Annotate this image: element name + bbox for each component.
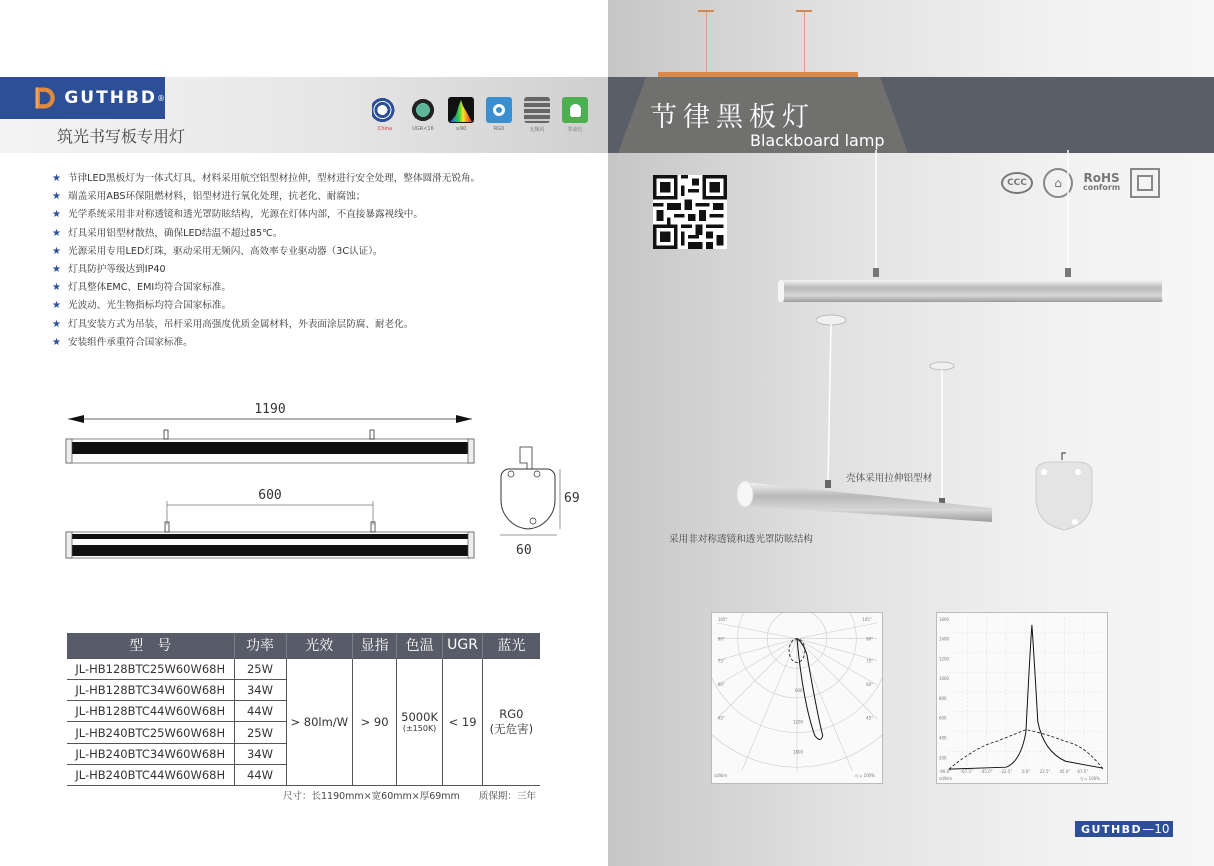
header-model: 型 号 xyxy=(67,633,234,658)
svg-text:22.5°: 22.5° xyxy=(1039,769,1051,775)
table-row: JL-HB128BTC44W60W68H 44W xyxy=(67,701,540,722)
svg-text:800: 800 xyxy=(938,695,947,701)
header-efficacy: 光效 xyxy=(286,633,353,658)
warranty-note: 质保期：三年 xyxy=(478,791,536,802)
gs1-icon xyxy=(372,97,398,123)
page-subtitle: 筑光书写板专用灯 xyxy=(57,127,186,146)
svg-text:67.5°: 67.5° xyxy=(1077,769,1089,775)
svg-text:90°: 90° xyxy=(866,636,874,642)
star-icon: ★ xyxy=(52,300,61,312)
feature-cri: ≥90 xyxy=(446,97,476,133)
svg-text:1000: 1000 xyxy=(938,676,950,682)
star-icon: ★ xyxy=(52,245,61,257)
table-header-row xyxy=(67,633,540,658)
list-item: ★ 灯具整体EMC、EMI均符合国家标准。 xyxy=(52,279,480,297)
blue-light-cell: RG0 (无危害) xyxy=(483,658,540,786)
cri-cell: > 90 xyxy=(353,658,397,786)
table-row: JL-HB240BTC25W60W68H 25W xyxy=(67,722,540,743)
polar-chart-svg xyxy=(712,613,882,783)
header-blue-light: 蓝光 xyxy=(483,633,540,658)
svg-text:η = 100%: η = 100% xyxy=(1080,776,1100,782)
rohs-icon: RoHS conform xyxy=(1083,171,1121,192)
svg-text:60°: 60° xyxy=(717,682,725,688)
brand-logo xyxy=(0,77,165,119)
efficacy-cell: > 80lm/W xyxy=(286,658,353,786)
svg-text:-22.5°: -22.5° xyxy=(1000,769,1013,775)
lamp-canopy xyxy=(698,10,714,12)
header-cct: 色温 xyxy=(397,633,443,658)
polar-light-distribution-chart xyxy=(711,612,883,784)
svg-text:1200: 1200 xyxy=(793,719,804,725)
list-item: ★ 光波动、光生物指标均符合国家标准。 xyxy=(52,297,480,315)
svg-text:1600: 1600 xyxy=(938,616,950,622)
list-item: ★ 光源采用专用LED灯珠，驱动采用无频闪、高效率专业驱动器（3C认证）。 xyxy=(52,243,480,261)
star-icon: ★ xyxy=(52,336,61,348)
energy-cert-icon: ⌂ xyxy=(1043,168,1073,198)
star-icon: ★ xyxy=(52,191,61,203)
list-item: ★ 光学系统采用非对称透镜和透光罩防眩结构，光源在灯体内部，不直接暴露视线中。 xyxy=(52,206,480,224)
right-page xyxy=(608,0,1214,866)
svg-text:600: 600 xyxy=(258,488,282,503)
svg-text:600: 600 xyxy=(938,715,947,721)
svg-text:105°: 105° xyxy=(862,616,872,622)
eye-protection-icon xyxy=(486,97,512,123)
svg-text:400: 400 xyxy=(938,735,947,741)
linear-chart-svg xyxy=(937,613,1107,783)
ugr-icon xyxy=(410,97,436,123)
dimension-drawing xyxy=(60,395,580,565)
feature-no-flicker: 无频闪 xyxy=(522,97,552,133)
svg-text:-67.5°: -67.5° xyxy=(960,769,973,775)
svg-text:60: 60 xyxy=(516,543,532,558)
lamp-wire xyxy=(804,10,805,72)
header-power: 功率 xyxy=(234,633,286,658)
list-item: ★ 安装组件承重符合国家标准。 xyxy=(52,334,480,352)
star-icon: ★ xyxy=(52,173,61,185)
star-icon: ★ xyxy=(52,282,61,294)
spectrum-icon xyxy=(448,97,474,123)
list-item: ★ 节律LED黑板灯为一体式灯具，材料采用航空铝型材拉伸，型材进行安全处理，整体圆滑无锐角。 xyxy=(52,170,480,188)
list-item: ★ 灯具采用铝型材散热，确保LED结温不超过85℃。 xyxy=(52,225,480,243)
housing-caption: 壳体采用拉伸铝型材 xyxy=(846,473,933,484)
lamp-canopy xyxy=(796,10,812,12)
star-icon: ★ xyxy=(52,264,61,276)
feature-list xyxy=(52,170,480,352)
feature-gs1: China xyxy=(370,97,400,133)
list-item: ★ 灯具防护等级达到IP40 xyxy=(52,261,480,279)
brand-name: GUTHBD xyxy=(64,88,157,108)
star-icon: ★ xyxy=(52,227,61,239)
svg-text:200: 200 xyxy=(938,755,947,761)
feature-ugr: UGR<16 xyxy=(408,97,438,133)
cct-cell: 5000K (±150K) xyxy=(397,658,443,786)
header-cri: 显指 xyxy=(353,633,397,658)
footer-brand: GUTHBD xyxy=(1081,822,1143,836)
svg-text:-90.0°: -90.0° xyxy=(938,769,952,775)
svg-text:-45.0°: -45.0° xyxy=(980,769,993,775)
svg-text:cd/klm: cd/klm xyxy=(938,776,953,782)
no-flicker-icon xyxy=(524,97,550,123)
svg-text:45°: 45° xyxy=(717,715,725,721)
svg-text:75°: 75° xyxy=(717,658,725,664)
ugr-cell: < 19 xyxy=(443,658,483,786)
dimension-drawing-svg xyxy=(60,395,580,565)
registered-mark: ® xyxy=(157,93,165,103)
optics-caption: 采用非对称透镜和透光罩防眩结构 xyxy=(669,534,813,545)
svg-text:60°: 60° xyxy=(866,682,874,688)
brand-mark-icon xyxy=(32,83,58,113)
spec-table xyxy=(67,633,540,786)
list-item: ★ 灯具安装方式为吊装，吊杆采用高强度优质金属材料，外表面涂层防腐、耐老化。 xyxy=(52,316,480,334)
table-row: JL-HB240BTC44W60W68H 44W xyxy=(67,764,540,785)
ccc-icon: CCC xyxy=(1001,172,1033,194)
feature-icons xyxy=(370,97,590,133)
feature-long-life: 寿命长 xyxy=(560,97,590,133)
product-title-cn: 节律黑板灯 xyxy=(650,102,815,133)
table-note xyxy=(283,788,536,802)
page-number: —10 xyxy=(1142,822,1170,836)
svg-text:1200: 1200 xyxy=(938,656,950,662)
svg-text:η = 100%: η = 100% xyxy=(855,773,875,779)
svg-text:45.0°: 45.0° xyxy=(1059,769,1071,775)
star-icon: ★ xyxy=(52,209,61,221)
star-icon: ★ xyxy=(52,318,61,330)
svg-text:600: 600 xyxy=(795,688,803,694)
table-row: JL-HB128BTC25W60W68H 25W > 80lm/W > 90 5000K (±150K) < 19 RG0 (无危害) xyxy=(67,658,540,679)
svg-text:1400: 1400 xyxy=(938,636,950,642)
svg-text:105°: 105° xyxy=(717,616,728,622)
feature-rg0: RG0 xyxy=(484,97,514,133)
svg-text:cd/klm: cd/klm xyxy=(713,773,728,779)
svg-text:45°: 45° xyxy=(866,715,874,721)
svg-text:90°: 90° xyxy=(717,636,725,642)
svg-text:1190: 1190 xyxy=(254,402,286,417)
svg-text:0.0°: 0.0° xyxy=(1022,769,1031,775)
svg-text:75°: 75° xyxy=(866,658,874,664)
bulb-icon xyxy=(562,97,588,123)
size-note: 尺寸：长1190mm×宽60mm×厚69mm xyxy=(283,791,460,802)
svg-text:1800: 1800 xyxy=(793,749,804,755)
lamp-wire xyxy=(706,10,707,72)
svg-text:69: 69 xyxy=(564,491,580,506)
header-ugr: UGR xyxy=(443,633,483,658)
product-title-en: Blackboard lamp xyxy=(750,131,885,150)
product-renders xyxy=(608,150,1214,570)
linear-light-distribution-chart xyxy=(936,612,1108,784)
table-row: JL-HB128BTC34W60W68H 34W xyxy=(67,679,540,700)
list-item: ★ 端盖采用ABS环保阻燃材料，铝型材进行氧化处理，抗老化、耐腐蚀； xyxy=(52,188,480,206)
page-footer xyxy=(1075,821,1173,837)
table-row: JL-HB240BTC34W60W68H 34W xyxy=(67,743,540,764)
